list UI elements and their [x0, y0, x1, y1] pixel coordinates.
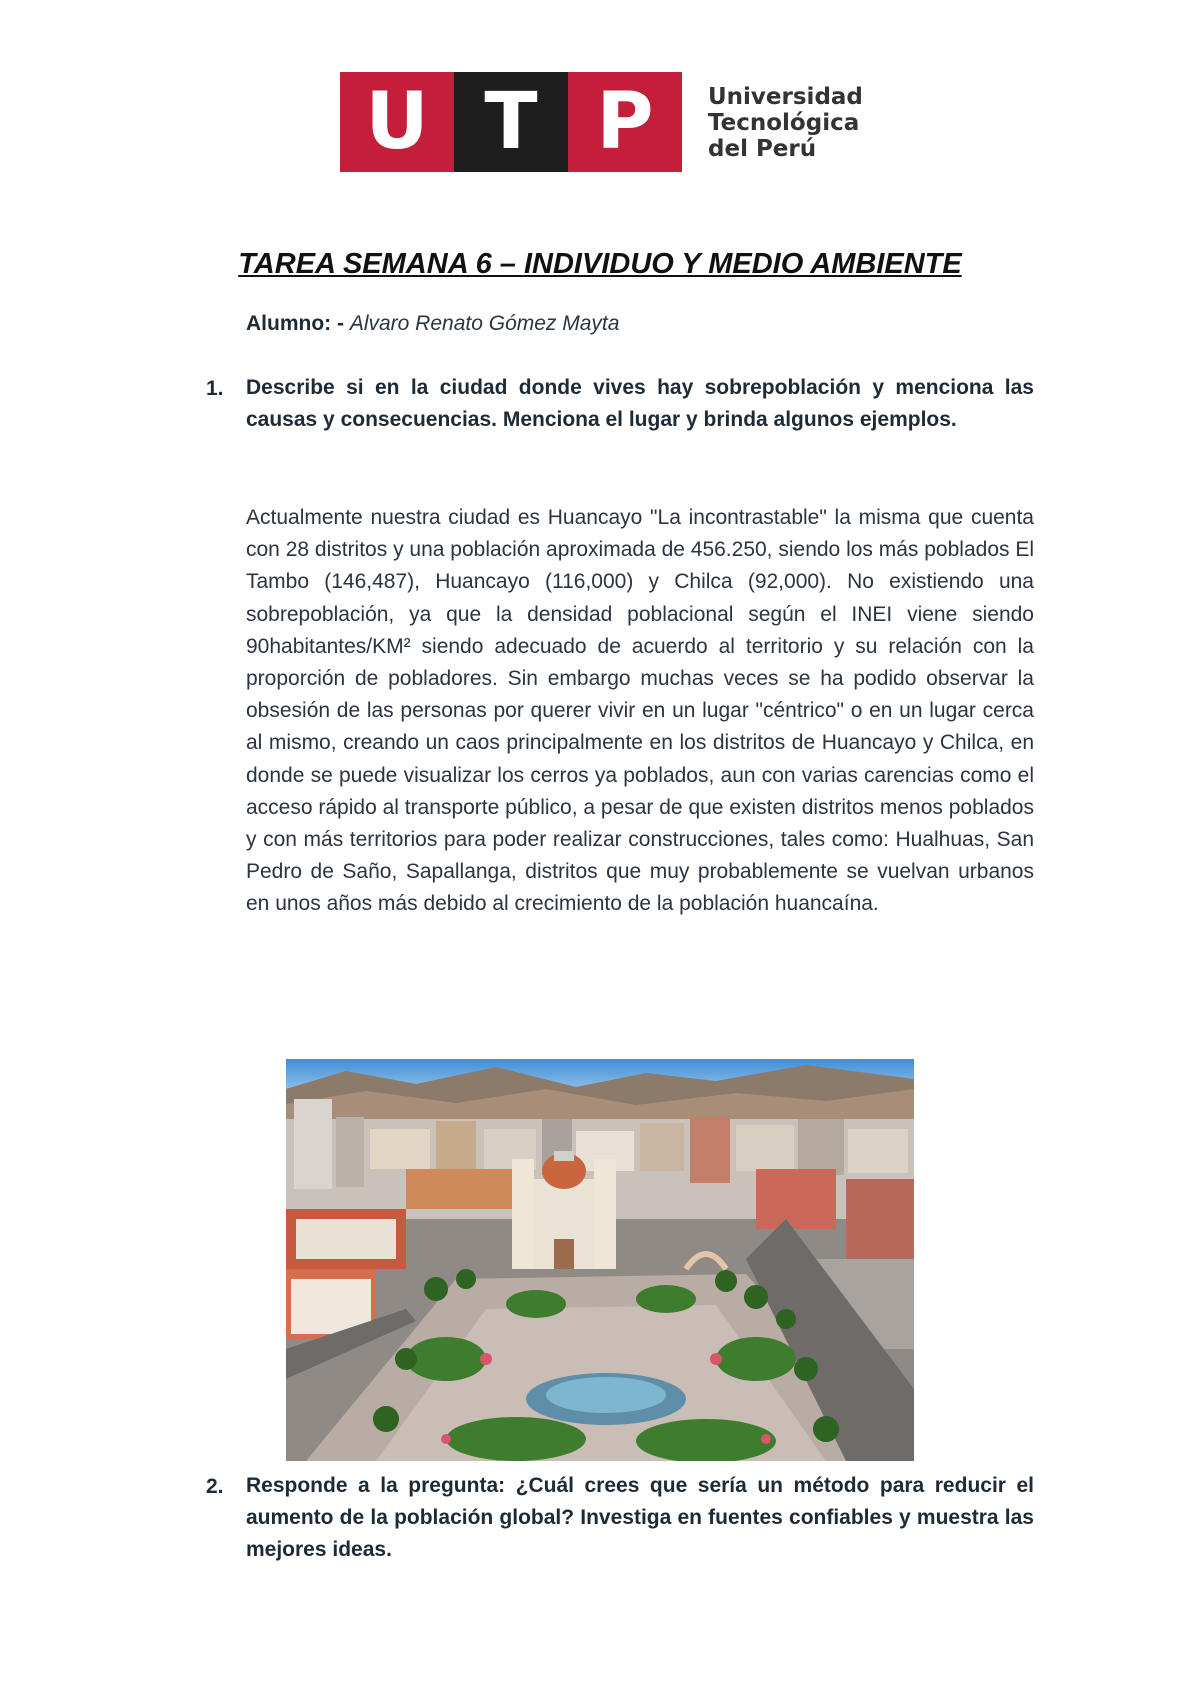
logo-name-line: Tecnológica — [708, 110, 860, 136]
logo-name-line: del Perú — [708, 136, 817, 162]
question-text: Describe si en la ciudad donde vives hay sobrepoblación y menciona las causas y consecuencias. Menciona el lugar y brinda algunos ejemplos. — [246, 376, 1034, 431]
answer-paragraph: Actualmente nuestra ciudad es Huancayo "La incontrastable" la misma que cuenta con 28 distritos y una población aproximada de 456.250, siendo los más poblados El Tambo (146,487), Huancayo (116,000) y Chilca (92,000). No existiendo una sobrepoblación, ya que la densidad poblacional según el INEI viene siendo 90habitantes/KM² siendo adecuado de acuerdo al territorio y su relación con la proporción de pobladores. Sin embargo muchas veces se ha podido observar la obsesión de las personas por querer vivir en un lugar "céntrico" o en un lugar cerca al mismo, creando un caos principalmente en los distritos de Huancayo y Chilca, en donde se puede visualizar los cerros ya poblados, aun con varias carencias como el acceso rápido al transporte público, a pesar de que existen distritos menos poblados y con más territorios para poder realizar construcciones, tales como: Hualhuas, San Pedro de Saño, Sapallanga, distritos que muy probablemente se vuelvan urbanos en unos años más debido al crecimiento de la población huancaína. — [246, 506, 1035, 916]
question-number: 2. — [206, 1475, 224, 1498]
city-photo — [286, 1059, 914, 1461]
logo-letter-u: U — [340, 72, 454, 172]
huancayo-plaza-illustration — [286, 1059, 914, 1461]
question-number: 1. — [206, 377, 224, 400]
document-title: TAREA SEMANA 6 – INDIVIDUO Y MEDIO AMBIENTE — [238, 248, 962, 280]
utp-logo — [340, 72, 880, 172]
logo-university-name — [708, 84, 863, 162]
question-text: Responde a la pregunta: ¿Cuál crees que sería un método para reducir el aumento de la población global? Investiga en fuentes confiables y muestra las mejores ideas. — [246, 1474, 1034, 1561]
logo-letter-p: P — [568, 72, 682, 172]
student-line — [246, 312, 619, 336]
logo-letter-t: T — [454, 72, 568, 172]
student-name: Alvaro Renato Gómez Mayta — [349, 312, 620, 335]
student-label: Alumno: - — [246, 312, 344, 335]
logo-name-line: Universidad — [708, 84, 863, 110]
